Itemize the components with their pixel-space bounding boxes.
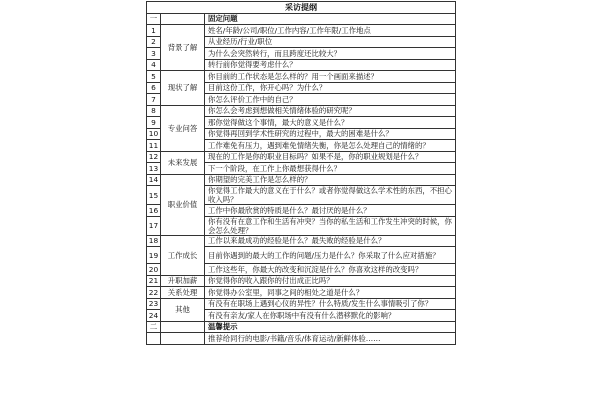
question-number bbox=[147, 333, 161, 345]
section-heading: 温馨提示 bbox=[205, 321, 456, 333]
question-text: 你觉得办公室里，同事之间的相处之道是什么？ bbox=[205, 287, 456, 299]
question-number: 4 bbox=[147, 59, 161, 71]
question-text: 你怎么评价工作中的自己？ bbox=[205, 94, 456, 106]
question-number: 10 bbox=[147, 128, 161, 140]
question-text: 有没有亲友/家人在你职场中有没有什么潜移默化的影响？ bbox=[205, 310, 456, 322]
question-number: 15 bbox=[147, 186, 161, 205]
question-text: 现在的工作是你的职业目标吗？如果不是，你的职业规划是什么？ bbox=[205, 151, 456, 163]
question-number: 5 bbox=[147, 71, 161, 83]
question-category bbox=[161, 333, 205, 345]
question-row bbox=[147, 235, 456, 247]
section-header-row bbox=[147, 321, 456, 333]
question-text: 下一个阶段，在工作上你最想获得什么？ bbox=[205, 163, 456, 175]
question-text: 有没有在职场上遇到心仪的异性？什么特质/发生什么事情吸引了你？ bbox=[205, 298, 456, 310]
question-number: 23 bbox=[147, 298, 161, 310]
question-text: 目前这份工作，你开心吗？为什么？ bbox=[205, 82, 456, 94]
question-category: 关系处理 bbox=[161, 287, 205, 299]
question-text: 推荐给同行的电影/书籍/音乐/体育运动/新鲜体验…… bbox=[205, 333, 456, 345]
question-row bbox=[147, 151, 456, 163]
question-row bbox=[147, 275, 456, 287]
question-category: 背景了解 bbox=[161, 25, 205, 71]
question-text: 工作难免有压力，遇到难免情绪失衡，你是怎么处理自己的情绪的？ bbox=[205, 140, 456, 152]
question-category: 职业价值 bbox=[161, 174, 205, 235]
question-category: 工作成长 bbox=[161, 235, 205, 275]
question-number: 13 bbox=[147, 163, 161, 175]
question-number: 22 bbox=[147, 287, 161, 299]
section-numeral: 二 bbox=[147, 321, 161, 333]
question-row bbox=[147, 25, 456, 37]
question-number: 16 bbox=[147, 205, 161, 217]
question-text: 目前你遇到的最大的工作的问题/压力是什么？你采取了什么应对措施？ bbox=[205, 247, 456, 264]
section-header-row bbox=[147, 13, 456, 25]
question-text: 你觉得再回到学术性研究的过程中，最大的困难是什么？ bbox=[205, 128, 456, 140]
question-text: 从业经历/行业/职位 bbox=[205, 36, 456, 48]
question-number: 17 bbox=[147, 216, 161, 235]
question-number: 18 bbox=[147, 235, 161, 247]
question-number: 21 bbox=[147, 275, 161, 287]
question-text: 你期望的完美工作是怎么样的？ bbox=[205, 174, 456, 186]
question-row bbox=[147, 333, 456, 345]
question-category: 现状了解 bbox=[161, 71, 205, 106]
question-text: 转行前你觉得要考虑什么？ bbox=[205, 59, 456, 71]
question-row bbox=[147, 174, 456, 186]
question-text: 工作中你最欣赏的特质是什么？最讨厌的是什么？ bbox=[205, 205, 456, 217]
question-number: 3 bbox=[147, 48, 161, 60]
question-row bbox=[147, 71, 456, 83]
question-number: 12 bbox=[147, 151, 161, 163]
question-text: 你目前的工作状态是怎么样的？用一个画面来描述？ bbox=[205, 71, 456, 83]
document-title: 采访提纲 bbox=[147, 2, 456, 14]
question-text: 你有没有在意工作和生活有冲突？当你的私生活和工作发生冲突的时候，你会怎么处理？ bbox=[205, 216, 456, 235]
question-number: 19 bbox=[147, 247, 161, 264]
section-category-blank bbox=[161, 13, 205, 25]
question-text: 为什么会突然转行，而且跨度还比较大？ bbox=[205, 48, 456, 60]
interview-outline-sheet bbox=[146, 1, 456, 399]
section-heading: 固定问题 bbox=[205, 13, 456, 25]
question-number: 24 bbox=[147, 310, 161, 322]
question-number: 20 bbox=[147, 264, 161, 276]
question-row bbox=[147, 298, 456, 310]
question-number: 11 bbox=[147, 140, 161, 152]
question-text: 你觉得你的收入跟你的付出成正比吗？ bbox=[205, 275, 456, 287]
question-row bbox=[147, 105, 456, 117]
question-number: 1 bbox=[147, 25, 161, 37]
question-text: 工作这些年，你最大的改变和沉淀是什么？你喜欢这样的改变吗？ bbox=[205, 264, 456, 276]
question-text: 那你觉得做这个事情，最大的意义是什么？ bbox=[205, 117, 456, 129]
interview-outline-table bbox=[146, 1, 456, 345]
question-number: 7 bbox=[147, 94, 161, 106]
question-text: 你怎么会考虑到想做相关情绪体验的研究呢？ bbox=[205, 105, 456, 117]
section-category-blank bbox=[161, 321, 205, 333]
section-numeral: 一 bbox=[147, 13, 161, 25]
question-category: 升职加薪 bbox=[161, 275, 205, 287]
question-number: 9 bbox=[147, 117, 161, 129]
question-number: 14 bbox=[147, 174, 161, 186]
question-number: 8 bbox=[147, 105, 161, 117]
question-number: 6 bbox=[147, 82, 161, 94]
question-number: 2 bbox=[147, 36, 161, 48]
question-text: 姓名/年龄/公司/职位/工作内容/工作年限/工作地点 bbox=[205, 25, 456, 37]
question-category: 其他 bbox=[161, 298, 205, 321]
question-category: 专业问答 bbox=[161, 105, 205, 151]
question-text: 你觉得工作最大的意义在于什么？或者你觉得做这么学术性的东西，不担心收入吗？ bbox=[205, 186, 456, 205]
question-row bbox=[147, 287, 456, 299]
question-category: 未来发展 bbox=[161, 151, 205, 174]
question-text: 工作以来最成功的经验是什么？最失败的经验是什么？ bbox=[205, 235, 456, 247]
